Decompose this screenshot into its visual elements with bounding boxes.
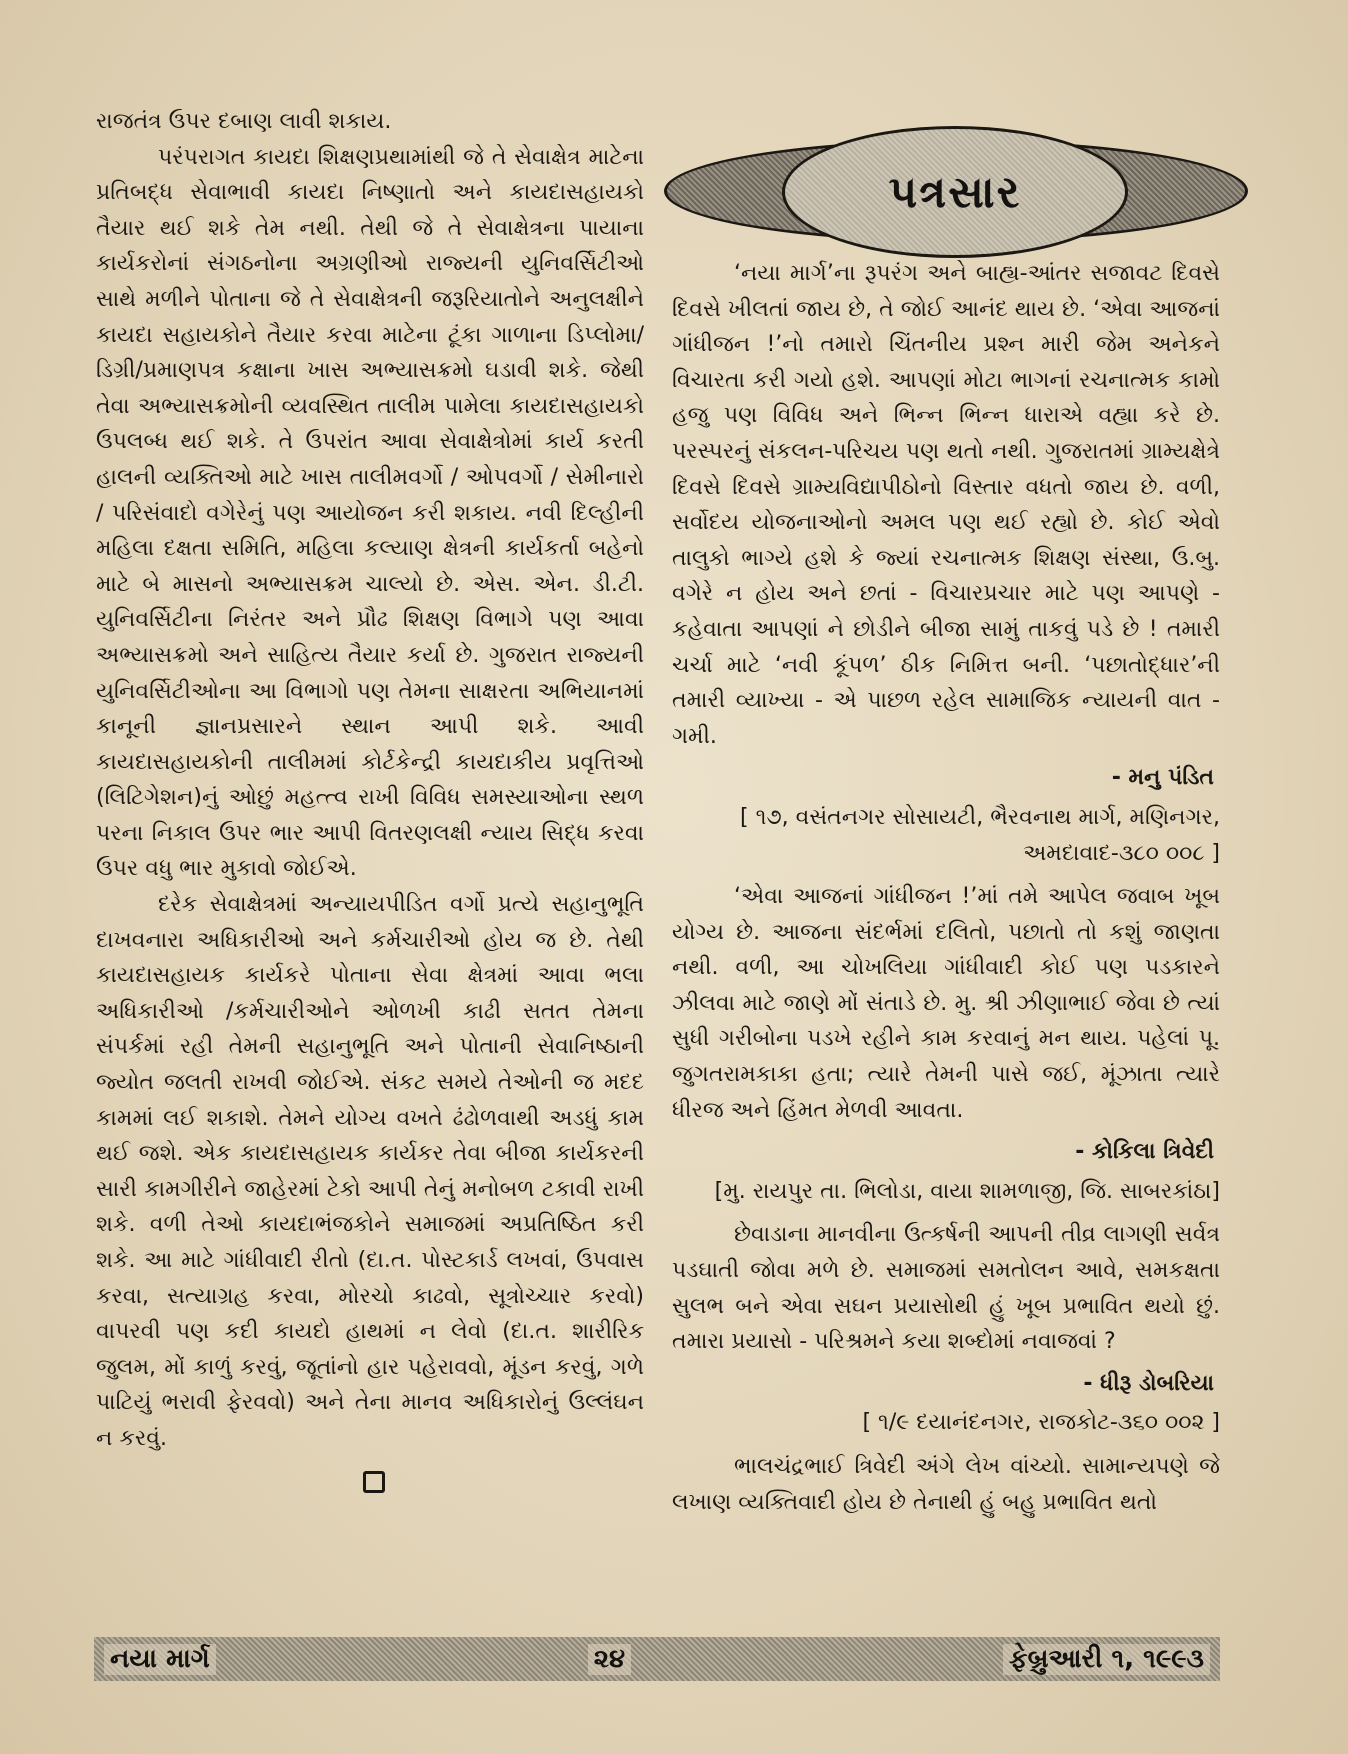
left-column <box>96 104 644 1493</box>
letter-signature: - કોકિલા ત્રિવેદી <box>1075 1139 1214 1165</box>
letter-address: [ ૧/૯ દયાનંદનગર, રાજકોટ-૩૬૦ ૦૦૨ ] <box>862 1410 1220 1436</box>
letter-body: ભાલચંદ્રભાઈ ત્રિવેદી અંગે લેખ વાંચ્યો. સામાન્યપણે જે લખાણ વ્યક્તિવાદી હોય છે તેનાથી હું બહુ પ્રભાવિત થતો <box>672 1454 1220 1515</box>
letter-body: ‘એવા આજનાં ગાંધીજન !’માં તમે આપેલ જવાબ ખૂબ યોગ્ય છે. આજના સંદર્ભમાં દલિતો, પછાતો તો કશું જાણતા નથી. વળી, આ ચોખલિયા ગાંધીવાદી કોઈ પણ પડકારને ઝીલવા માટે જાણે મોં સંતાડે છે. મુ. શ્રી ઝીણાભાઈ જેવા છે ત્યાં સુધી ગરીબોના પડખે રહીને કામ કરવાનું મન થાય. પહેલાં પૂ. જુગતરામકાકા હતા; ત્યારે તેમની પાસે જઈ, મૂંઝાતા ત્યારે ધીરજ અને હિંમત મેળવી આવતા. <box>672 884 1220 1123</box>
letter-signature: - મનુ પંડિત <box>1111 765 1214 791</box>
footer-date: ફેબ્રુઆરી ૧, ૧૯૯૩ <box>1003 1644 1210 1675</box>
section-header-banner <box>664 118 1242 268</box>
footer-page-number: ૨૪ <box>588 1644 631 1675</box>
letter-body: ‘નયા માર્ગ’ના રૂપરંગ અને બાહ્ય-આંતર સજાવટ દિવસે દિવસે ખીલતાં જાય છે, તે જોઈ આનંદ થાય છે. ‘એવા આજનાં ગાંધીજન !’નો તમારો ચિંતનીય પ્રશ્ન મારી જેમ અનેકને વિચારતા કરી ગયો હશે. આપણાં મોટા ભાગનાં રચનાત્મક કામો હજુ પણ વિવિધ અને ભિન્ન ભિન્ન ધારાએ વહ્યા કરે છે. પરસ્પરનું સંકલન-પરિચય પણ થતો નથી. ગુજરાતમાં ગ્રામ્યક્ષેત્રે દિવસે દિવસે ગ્રામ્યવિદ્યાપીઠોનો વિસ્તાર વધતો જાય છે. વળી, સર્વોદય યોજનાઓનો અમલ પણ થઈ રહ્યો છે. કોઈ એવો તાલુકો ભાગ્યે હશે કે જ્યાં રચનાત્મક શિક્ષણ સંસ્થા, ઉ.બુ. વગેરે ન હોય અને છતાં - વિચારપ્રચાર માટે પણ આપણે - કહેવાતા આપણાં ને છોડીને બીજા સામું તાકવું પડે છે ! તમારી ચર્ચા માટે ‘નવી કૂંપળ’ ઠીક નિમિત્ત બની. ‘પછાતોદ્ધાર’ની તમારી વ્યાખ્યા - એ પાછળ રહેલ સામાજિક ન્યાયની વાત - ગમી. <box>672 261 1220 749</box>
letter-body: છેવાડાના માનવીના ઉત્કર્ષની આપની તીવ્ર લાગણી સર્વત્ર પડઘાતી જોવા મળે છે. સમાજમાં સમતોલન આવે, સમકક્ષતા સુલભ બને એવા સઘન પ્રયાસોથી હું ખૂબ પ્રભાવિત થયો છું. તમારા પ્રયાસો - પરિશ્રમને કયા શબ્દોમાં નવાજવાં ? <box>672 1222 1220 1355</box>
letter-signature: - ધીરૂ ડોબરિયા <box>1083 1370 1214 1396</box>
banner-inner-ellipse <box>782 126 1128 258</box>
letter-address: [ ૧૭, વસંતનગર સોસાયટી, ભૈરવનાથ માર્ગ, મણિનગર, અમદાવાદ-૩૮૦ ૦૦૮ ] <box>740 804 1220 866</box>
letter-address: [મુ. રાયપુર તા. ભિલોડા, વાયા શામળાજી, જિ. સાબરકાંઠા] <box>714 1178 1220 1204</box>
article-paragraph: દરેક સેવાક્ષેત્રમાં અન્યાયપીડિત વર્ગો પ્રત્યે સહાનુભૂતિ દાખવનારા અધિકારીઓ અને કર્મચારીઓ હોય જ છે. તેથી કાયદાસહાયક કાર્યકરે પોતાના સેવા ક્ષેત્રમાં આવા ભલા અધિકારીઓ /કર્મચારીઓને ઓળખી કાઢી સતત તેમના સંપર્કમાં રહી તેમની સહાનુભૂતિ અને પોતાની સેવાનિષ્ઠાની જ્યોત જલતી રાખવી જોઈએ. સંકટ સમયે તેઓની જ મદદ કામમાં લઈ શકાશે. તેમને યોગ્ય વખતે ઢંઢોળવાથી અડધું કામ થઈ જશે. એક કાયદાસહાયક કાર્યકર તેવા બીજા કાર્યકરની સારી કામગીરીને જાહેરમાં ટેકો આપી તેનું મનોબળ ટકાવી રાખી શકે. વળી તેઓ કાયદાભંજકોને સમાજમાં અપ્રતિષ્ઠિત કરી શકે. આ માટે ગાંધીવાદી રીતો (દા.ત. પોસ્ટકાર્ડ લખવાં, ઉપવાસ કરવા, સત્યાગ્રહ કરવા, મોરચો કાઢવો, સૂત્રોચ્ચાર કરવો) વાપરવી પણ કદી કાયદો હાથમાં ન લેવો (દા.ત. શારીરિક જુલમ, મોં કાળું કરવું, જૂતાંનો હાર પહેરાવવો, મૂંડન કરવું, ગળે પાટિયું ભરાવી ફેરવવો) અને તેના માનવ અધિકારોનું ઉલ્લંઘન ન કરવું. <box>96 892 644 1451</box>
article-paragraph: રાજતંત્ર ઉપર દબાણ લાવી શકાય. <box>96 109 392 134</box>
section-title: પત્રસાર <box>888 166 1022 218</box>
article-paragraph: પરંપરાગત કાયદા શિક્ષણપ્રથામાંથી જે તે સેવાક્ષેત્ર માટેના પ્રતિબદ્ધ સેવાભાવી કાયદા નિષ્ણાતો અને કાયદાસહાયકો તૈયાર થઈ શકે તેમ નથી. તેથી જે તે સેવાક્ષેત્રના પાયાના કાર્યકરોનાં સંગઠનોના અગ્રણીઓ રાજ્યની યુનિવર્સિટીઓ સાથે મળીને પોતાના જે તે સેવાક્ષેત્રની જરૂરિયાતોને અનુલક્ષીને કાયદા સહાયકોને તૈયાર કરવા માટેના ટૂંકા ગાળાના ડિપ્લોમા/ડિગ્રી/પ્રમાણપત્ર કક્ષાના ખાસ અભ્યાસક્રમો ઘડાવી શકે. જેથી તેવા અભ્યાસક્રમોની વ્યવસ્થિત તાલીમ પામેલા કાયદાસહાયકો ઉપલબ્ધ થઈ શકે. તે ઉપરાંત આવા સેવાક્ષેત્રોમાં કાર્ય કરતી હાલની વ્યક્તિઓ માટે ખાસ તાલીમવર્ગો / ઓપવર્ગો / સેમીનારો / પરિસંવાદો વગેરેનું પણ આયોજન કરી શકાય. નવી દિલ્હીની મહિલા દક્ષતા સમિતિ, મહિલા કલ્યાણ ક્ષેત્રની કાર્યકર્તા બહેનો માટે બે માસનો અભ્યાસક્રમ ચાલ્યો છે. એસ. એન. ડી.ટી. યુનિવર્સિટીના નિરંતર અને પ્રૌઢ શિક્ષણ વિભાગે પણ આવા અભ્યાસક્રમો અને સાહિત્ય તૈયાર કર્યા છે. ગુજરાત રાજ્યની યુનિવર્સિટીઓના આ વિભાગો પણ તેમના સાક્ષરતા અભિયાનમાં કાનૂની જ્ઞાનપ્રસારને સ્થાન આપી શકે. આવી કાયદાસહાયકોની તાલીમમાં કોર્ટકેન્દ્રી કાયદાકીય પ્રવૃત્તિઓ (લિટિગેશન)નું ઓછું મહત્ત્વ રાખી વિવિધ સમસ્યાઓના સ્થળ પરના નિકાલ ઉપર ભાર આપી વિતરણલક્ષી ન્યાય સિદ્ધ કરવા ઉપર વધુ ભાર મુકાવો જોઈએ. <box>96 144 644 882</box>
page-footer <box>94 1637 1220 1681</box>
footer-magazine-name: નયા માર્ગ <box>104 1644 216 1675</box>
end-of-article-square-icon <box>363 1471 385 1493</box>
right-column-letters <box>672 256 1220 1520</box>
